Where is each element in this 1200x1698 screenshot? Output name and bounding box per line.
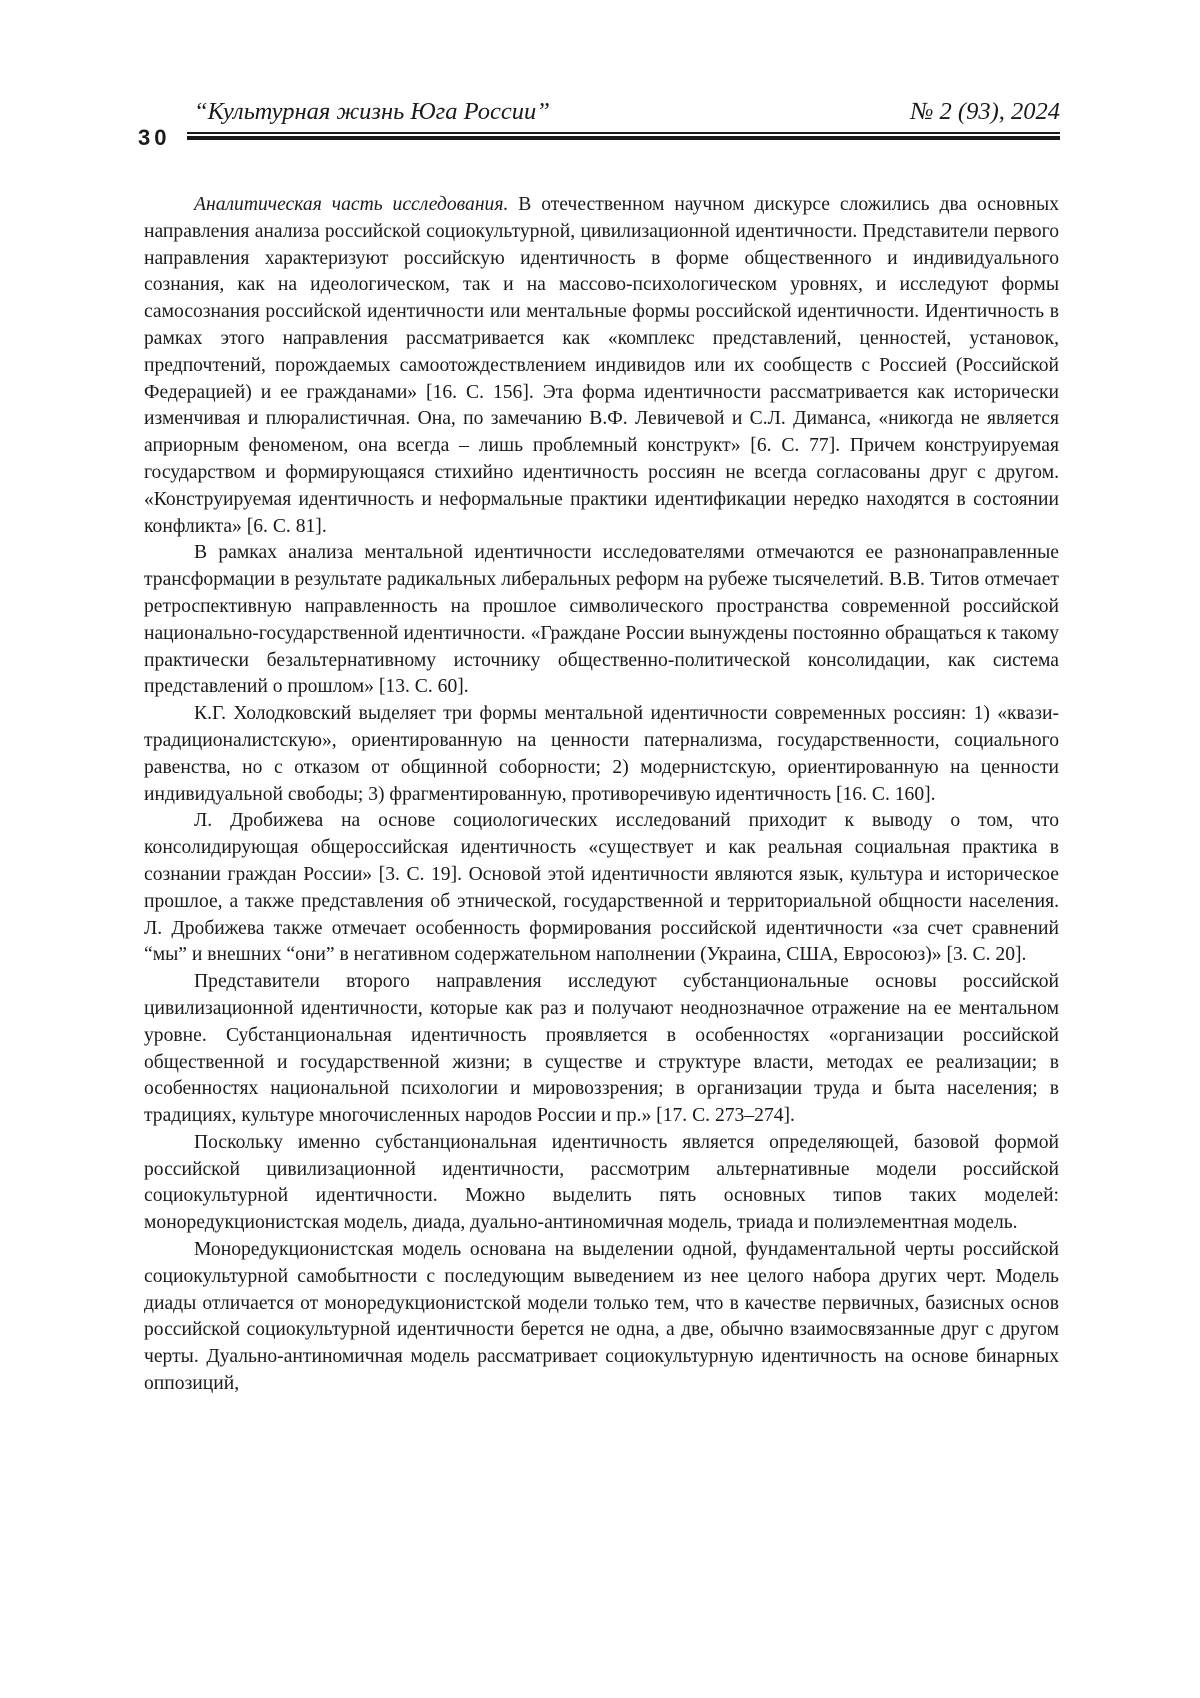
paragraph-4: Л. Дробижева на основе социологических исследований приходит к выводу о том, что консолидирующая общероссийская идентичность «существует и как реальная социальная практика в сознании граждан России» [3. С. 19]. Основой этой идентичности являются язык, культура и историческое прошлое, а также представления об этнической, государственной и территориальной общности населения. Л. Дробижева также отмечает особенность формирования российской идентичности «за счет сравнений “мы” и внешних “они” в негативном содержательном наполнении (Украина, США, Евросоюз)» [3. С. 20].	[144, 808, 1059, 969]
paragraph-7: Моноредукционистская модель основана на выделении одной, фундаментальной черты российской социокультурной самобытности с последующим выведением из нее целого набора других черт. Модель диады отличается от моноредукционистской модели только тем, что в качестве первичных, базисных основ российской социокультурной идентичности берется не одна, а две, обычно взаимосвязанные друг с другом черты. Дуально-антиномичная модель рассматривает социокультурную идентичность на основе бинарных оппозиций,	[144, 1237, 1059, 1398]
paragraph-6: Поскольку именно субстанциональная идентичность является определяющей, базовой формой российской цивилизационной идентичности, рассмотрим альтернативные модели российской социокультурной идентичности. Можно выделить пять основных типов таких моделей: моноредукционистская модель, диада, дуально-антиномичная модель, триада и полиэлементная модель.	[144, 1130, 1059, 1237]
journal-page	[0, 0, 1200, 1698]
article-body	[144, 192, 1059, 1398]
header-rule-thick	[187, 136, 1060, 140]
paragraph-2: В рамках анализа ментальной идентичности исследователями отмечаются ее разнонаправленные трансформации в результате радикальных либеральных реформ на рубеже тысячелетий. В.В. Титов отмечает ретроспективную направленность на прошлое символического пространства современной российской национально-государственной идентичности. «Граждане России вынуждены постоянно обращаться к такому практически безальтернативному источнику общественно-политической консолидации, как система представлений о прошлом» [13. С. 60].	[144, 540, 1059, 701]
paragraph-text: В отечественном научном дискурсе сложились два основных направления анализа российской социокультурной, цивилизационной идентичности. Представители первого направления характеризуют российскую идентичность в форме общественного и индивидуального сознания, как на идеологическом, так и на массово-психологическом уровнях, и исследуют формы самосознания российской идентичности или ментальные формы российской идентичности. Идентичность в рамках этого направления рассматривается как «комплекс представлений, ценностей, установок, предпочтений, порождаемых самоотождествлением индивидов или их сообществ с Россией (Российской Федерацией) и ее гражданами» [16. С. 156]. Эта форма идентичности рассматривается как исторически изменчивая и плюралистичная. Она, по замечанию В.Ф. Левичевой и С.Л. Диманса, «никогда не является априорным феноменом, она всегда – лишь проблемный конструкт» [6. С. 77]. Причем конструируемая государством и формирующаяся стихийно идентичность россиян не всегда согласованы друг с другом. «Конструируемая идентичность и неформальные практики идентификации нередко находятся в состоянии конфликта» [6. С. 81].	[144, 194, 1059, 537]
paragraph-3: К.Г. Холодковский выделяет три формы ментальной идентичности современных россиян: 1) «квази-традиционалистскую», ориентированную на ценности патернализма, государственности, социального равенства, но с отказом от общинной соборности; 2) модернистскую, ориентированную на ценности индивидуальной свободы; 3) фрагментированную, противоречивую идентичность [16. С. 160].	[144, 701, 1059, 808]
issue-number: № 2 (93), 2024	[910, 98, 1060, 126]
journal-title: “Культурная жизнь Юга России”	[194, 98, 550, 126]
section-lead: Аналитическая часть исследования.	[194, 194, 508, 215]
header-rule-thin	[187, 132, 1060, 134]
running-head	[194, 98, 1060, 132]
paragraph-5: Представители второго направления исследуют субстанциональные основы российской цивилизационной идентичности, которые как раз и получают неоднозначное отражение на ее ментальном уровне. Субстанциональная идентичность проявляется в особенностях «организации российской общественной и государственной жизни; в существе и структуре власти, методах ее реализации; в особенностях национальной психологии и мировоззрения; в организации труда и быта населения; в традициях, культуре многочисленных народов России и пр.» [17. С. 273–274].	[144, 969, 1059, 1130]
paragraph-1	[144, 192, 1059, 540]
page-number: 30	[138, 125, 170, 151]
